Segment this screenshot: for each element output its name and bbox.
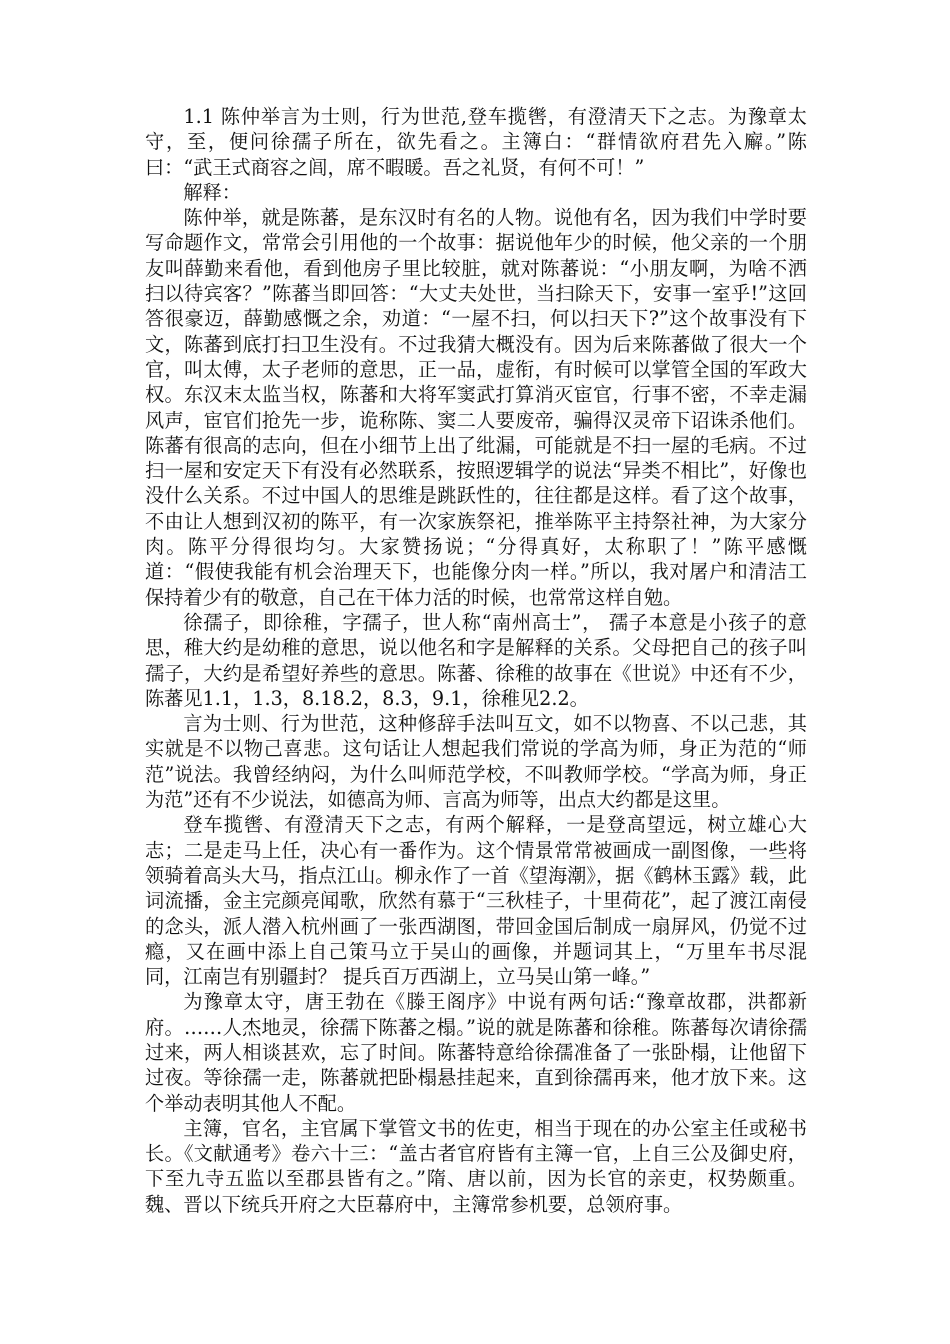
paragraph-xu-ruzi: 徐孺子，即徐稚，字孺子，世人称“南州高士”， 孺子本意是小孩子的意思，稚大约是幼稚的意思，说以他名和字是解释的关系。父母把自己的孩子叫孺子，大约是希望好养些的意思。陈蕃、徐稚的故事在《世说》中还有不少，陈蕃见1.1，1.3，8.18.2，8.3，9.1，徐稚见2.2。 (145, 610, 807, 710)
document-page (145, 104, 807, 1217)
paragraph-dengche-lanpei: 登车揽辔、有澄清天下之志，有两个解释，一是登高望远，树立雄心大志；二是走马上任，决心有一番作为。这个情景常常被画成一副图像，一些将领骑着高头大马，指点江山。柳永作了一首《望海潮》，据《鹤林玉露》载，此词流播，金主完颜亮闻歌，欣然有慕于“三秋桂子，十里荷花”，起了渡江南侵的念头，派人潜入杭州画了一张西湖图，带回金国后制成一扇屏风，仍觉不过瘾，又在画中添上自己策马立于吴山的画像，并题词其上，“万里车书尽混同，江南岂有别疆封？ 提兵百万西湖上，立马吴山第一峰。” (145, 813, 807, 989)
paragraph-zhubu: 主簿，官名，主官属下掌管文书的佐吏，相当于现在的办公室主任或秘书长。《文献通考》卷六十三：“盖古者官府皆有主簿一官，上自三公及御史府，下至九寺五监以至郡县皆有之。”隋、唐以前，因为长官的亲吏，权势颇重。魏、晋以下统兵开府之大臣幕府中，主簿常参机要，总领府事。 (145, 1116, 807, 1216)
paragraph-explanation-heading: 解释： (183, 180, 241, 204)
paragraph-yuzhang-taishou: 为豫章太守，唐王勃在《滕王阁序》中说有两句话:“豫章故郡，洪都新府。……人杰地灵，徐孺下陈蕃之榻。”说的就是陈蕃和徐稚。陈蕃每次请徐孺过来，两人相谈甚欢，忘了时间。陈蕃特意给徐孺准备了一张卧榻，让他留下过夜。等徐孺一走，陈蕃就把卧榻悬挂起来，直到徐孺再来，他才放下来。这个举动表明其他人不配。 (145, 990, 807, 1115)
paragraph-original-text: 1.1 陈仲举言为士则，行为世范,登车揽辔，有澄清天下之志。为豫章太守，至，便问徐孺子所在，欲先看之。主簿白：“群情欲府君先入廨。”陈曰：“武王式商容之闾，席不暇暖。吾之礼贤，有何不可！” (145, 105, 807, 179)
paragraph-chen-zhongju: 陈仲举，就是陈蕃，是东汉时有名的人物。说他有名，因为我们中学时要写命题作文，常常会引用他的一个故事：据说他年少的时候，他父亲的一个朋友叫薛勤来看他，看到他房子里比较脏，就对陈蕃说：“小朋友啊，为啥不洒扫以待宾客？”陈蕃当即回答：“大丈夫处世，当扫除天下，安事一室乎!”这回答很豪迈，薛勤感慨之余，劝道：“一屋不扫，何以扫天下?”这个故事没有下文，陈蕃到底打扫卫生没有。不过我猜大概没有。因为后来陈蕃做了很大一个官，叫太傅，太子老师的意思，正一品，虚衔，有时候可以掌管全国的军政大权。东汉末太监当权，陈蕃和大将军窦武打算消灭宦官，行事不密，不幸走漏风声，宦官们抢先一步，诡称陈、窦二人要废帝，骗得汉灵帝下诏诛杀他们。陈蕃有很高的志向，但在小细节上出了纰漏，可能就是不扫一屋的毛病。不过扫一屋和安定天下有没有必然联系，按照逻辑学的说法“异类不相比”，好像也没什么关系。不过中国人的思维是跳跃性的，往往都是这样。看了这个故事，不由让人想到汉初的陈平，有一次家族祭祀，推举陈平主持祭社神，为大家分肉。陈平分得很均匀。大家赞扬说；“分得真好，太称职了！”陈平感慨道：“假使我能有机会治理天下，也能像分肉一样。”所以，我对屠户和清洁工保持着少有的敬意，自己在干体力活的时候，也常常这样自勉。 (145, 206, 807, 609)
paragraph-huwen: 言为士则、行为世范，这种修辞手法叫互文，如不以物喜、不以己悲，其实就是不以物己喜悲。这句话让人想起我们常说的学高为师，身正为范的“师范”说法。我曾经纳闷，为什么叫师范学校，不叫教师学校。“学高为师，身正为范”还有不少说法，如德高为师、言高为师等，出点大约都是这里。 (145, 712, 807, 812)
